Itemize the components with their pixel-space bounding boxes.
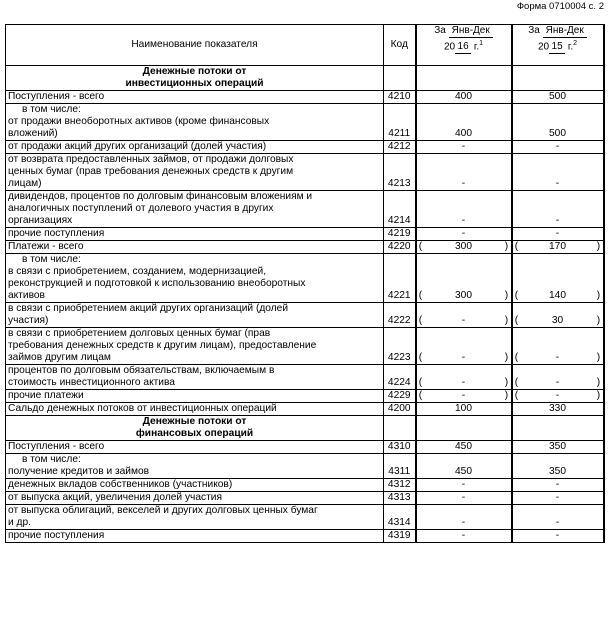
value-number: 450 [455,466,472,477]
cash-flow-table [5,24,605,543]
table-row [6,454,604,479]
value-number: - [461,178,466,189]
indicator-name: в связи с приобретением долговых ценных бумаг (прав требования денежных средств к другим лицам), предоставление займов другим лицам [6,328,384,365]
value-previous-year [512,454,604,479]
indicator-name: Сальдо денежных потоков от инвестиционных операций [6,403,384,416]
value-current-year: ( - ) [416,390,512,403]
value-previous-year [512,530,604,543]
footnote-mark: 2 [573,40,578,47]
header-row [6,25,604,66]
indicator-code: 4214 [384,191,416,228]
column-header-name: Наименование показателя [6,25,384,66]
indicator-code [384,416,416,441]
value-number: - [555,215,560,226]
table-row [6,403,604,416]
table-row [6,141,604,154]
indicator-name: Поступления - всего [6,91,384,104]
value-number: - [461,517,466,528]
value-number: 170 [549,241,566,252]
indicator-name: от возврата предоставленных займов, от продажи долговых ценных бумаг (прав требования денежных средств к другим лицам) [6,154,384,191]
value-number: 500 [549,128,566,139]
value-previous-year [512,191,604,228]
value-number: 400 [455,128,472,139]
value-number: - [555,141,560,152]
table-row [6,254,604,303]
table-row [6,303,604,328]
indicator-code: 4314 [384,505,416,530]
value-number: - [555,517,560,528]
value-number: - [461,141,466,152]
table-row [6,479,604,492]
value-current-year [416,441,512,454]
indicator-code: 4212 [384,141,416,154]
value-number: - [555,228,560,239]
indicator-code: 4312 [384,479,416,492]
value-current-year [416,191,512,228]
indicator-code: 4220 [384,241,416,254]
value-number: - [461,492,466,503]
section-title: Денежные потоки от финансовых операций [6,416,384,441]
value-previous-year [512,104,604,141]
period-suffix: г. [567,41,574,53]
table-row [6,530,604,543]
value-previous-year: ( - ) [512,328,604,365]
value-number: - [555,390,560,401]
period-months: Янв-Дек [449,25,493,38]
indicator-name: Поступления - всего [6,441,384,454]
indicator-code: 4200 [384,403,416,416]
value-previous-year [512,492,604,505]
period-prefix: За [434,25,446,36]
value-previous-year [512,141,604,154]
value-previous-year [512,479,604,492]
indicator-code: 4229 [384,390,416,403]
indicator-code: 4311 [384,454,416,479]
value-number: - [461,352,466,363]
indicator-code: 4210 [384,91,416,104]
value-number: - [555,479,560,490]
indicator-name: прочие поступления [6,228,384,241]
indicator-name: прочие платежи [6,390,384,403]
value-current-year: ( - ) [416,365,512,390]
indicator-name: от выпуска акций, увеличения долей участия [6,492,384,505]
table-row [6,241,604,254]
indicator-code [384,66,416,91]
value-number: 300 [455,290,472,301]
value-previous-year [512,91,604,104]
value-current-year [416,416,512,441]
indicator-name: в связи с приобретением акций других организаций (долей участия) [6,303,384,328]
value-number: 300 [455,241,472,252]
value-previous-year: ( 170 ) [512,241,604,254]
indicator-code: 4211 [384,104,416,141]
indicator-code: 4310 [384,441,416,454]
table-row [6,191,604,228]
value-current-year [416,228,512,241]
value-current-year [416,154,512,191]
value-previous-year [512,403,604,416]
indicator-name: в том числе: в связи с приобретением, созданием, модернизацией, реконструкцией и подготовкой к использованию внеоборотных активов [6,254,384,303]
indicator-code: 4221 [384,254,416,303]
value-previous-year [512,441,604,454]
period-months: Янв-Дек [543,25,587,38]
section-row [6,66,604,91]
value-current-year [416,91,512,104]
value-number: - [555,492,560,503]
indicator-code: 4213 [384,154,416,191]
indicator-name: от выпуска облигаций, векселей и других долговых ценных бумаг и др. [6,505,384,530]
section-title: Денежные потоки от инвестиционных операций [6,66,384,91]
indicator-name: денежных вкладов собственников (участников) [6,479,384,492]
form-number: Форма 0710004 с. 2 [516,1,604,12]
indicator-code: 4224 [384,365,416,390]
period-century: 20 [537,41,550,53]
value-current-year: ( - ) [416,328,512,365]
value-current-year [416,530,512,543]
indicator-name: процентов по долговым обязательствам, включаемым в стоимость инвестиционного актива [6,365,384,390]
indicator-name: Платежи - всего [6,241,384,254]
table-row [6,492,604,505]
value-number: - [555,178,560,189]
value-previous-year: ( 30 ) [512,303,604,328]
value-current-year [416,104,512,141]
value-current-year [416,454,512,479]
column-header-previous [512,25,604,66]
value-number: - [461,530,466,541]
indicator-code: 4223 [384,328,416,365]
value-previous-year: ( 140 ) [512,254,604,303]
value-current-year: ( - ) [416,303,512,328]
table-row [6,365,604,390]
value-number: - [461,228,466,239]
value-number: 30 [551,315,564,326]
value-previous-year [512,416,604,441]
value-previous-year [512,228,604,241]
table-row [6,154,604,191]
value-number: 140 [549,290,566,301]
indicator-name: от продажи акций других организаций (долей участия) [6,141,384,154]
indicator-code: 4222 [384,303,416,328]
value-number: - [461,315,466,326]
value-number: 350 [549,441,566,452]
value-number: 350 [549,466,566,477]
table-row [6,441,604,454]
indicator-name: прочие поступления [6,530,384,543]
period-century: 20 [443,41,456,53]
column-header-code: Код [384,25,416,66]
table-row [6,104,604,141]
value-number: - [555,377,560,388]
value-current-year [416,141,512,154]
period-suffix: г. [473,41,480,53]
footnote-mark: 1 [479,40,484,47]
value-number: - [461,479,466,490]
value-number: - [461,215,466,226]
indicator-code: 4319 [384,530,416,543]
value-number: 330 [549,403,566,414]
value-previous-year: ( - ) [512,365,604,390]
value-current-year [416,479,512,492]
indicator-name: дивидендов, процентов по долговым финансовым вложениям и аналогичных поступлений от долевого участия в других организациях [6,191,384,228]
table-row [6,390,604,403]
indicator-name: в том числе: от продажи внеоборотных активов (кроме финансовых вложений) [6,104,384,141]
value-current-year [416,492,512,505]
indicator-name: в том числе: получение кредитов и займов [6,454,384,479]
period-year: 15 [549,41,565,54]
table-row [6,91,604,104]
value-number: - [555,530,560,541]
value-number: 100 [455,403,472,414]
period-year: 16 [455,41,471,54]
value-previous-year: ( - ) [512,390,604,403]
value-current-year: ( 300 ) [416,254,512,303]
value-previous-year [512,154,604,191]
value-number: 500 [549,91,566,102]
table-row [6,228,604,241]
value-number: - [461,390,466,401]
value-number: 400 [455,91,472,102]
period-prefix: За [528,25,540,36]
section-row [6,416,604,441]
column-header-current [416,25,512,66]
value-current-year [416,66,512,91]
value-previous-year [512,66,604,91]
value-current-year [416,505,512,530]
value-number: - [555,352,560,363]
table-row [6,505,604,530]
value-current-year [416,403,512,416]
value-current-year: ( 300 ) [416,241,512,254]
value-previous-year [512,505,604,530]
indicator-code: 4219 [384,228,416,241]
value-number: 450 [455,441,472,452]
table-row [6,328,604,365]
value-number: - [461,377,466,388]
indicator-code: 4313 [384,492,416,505]
